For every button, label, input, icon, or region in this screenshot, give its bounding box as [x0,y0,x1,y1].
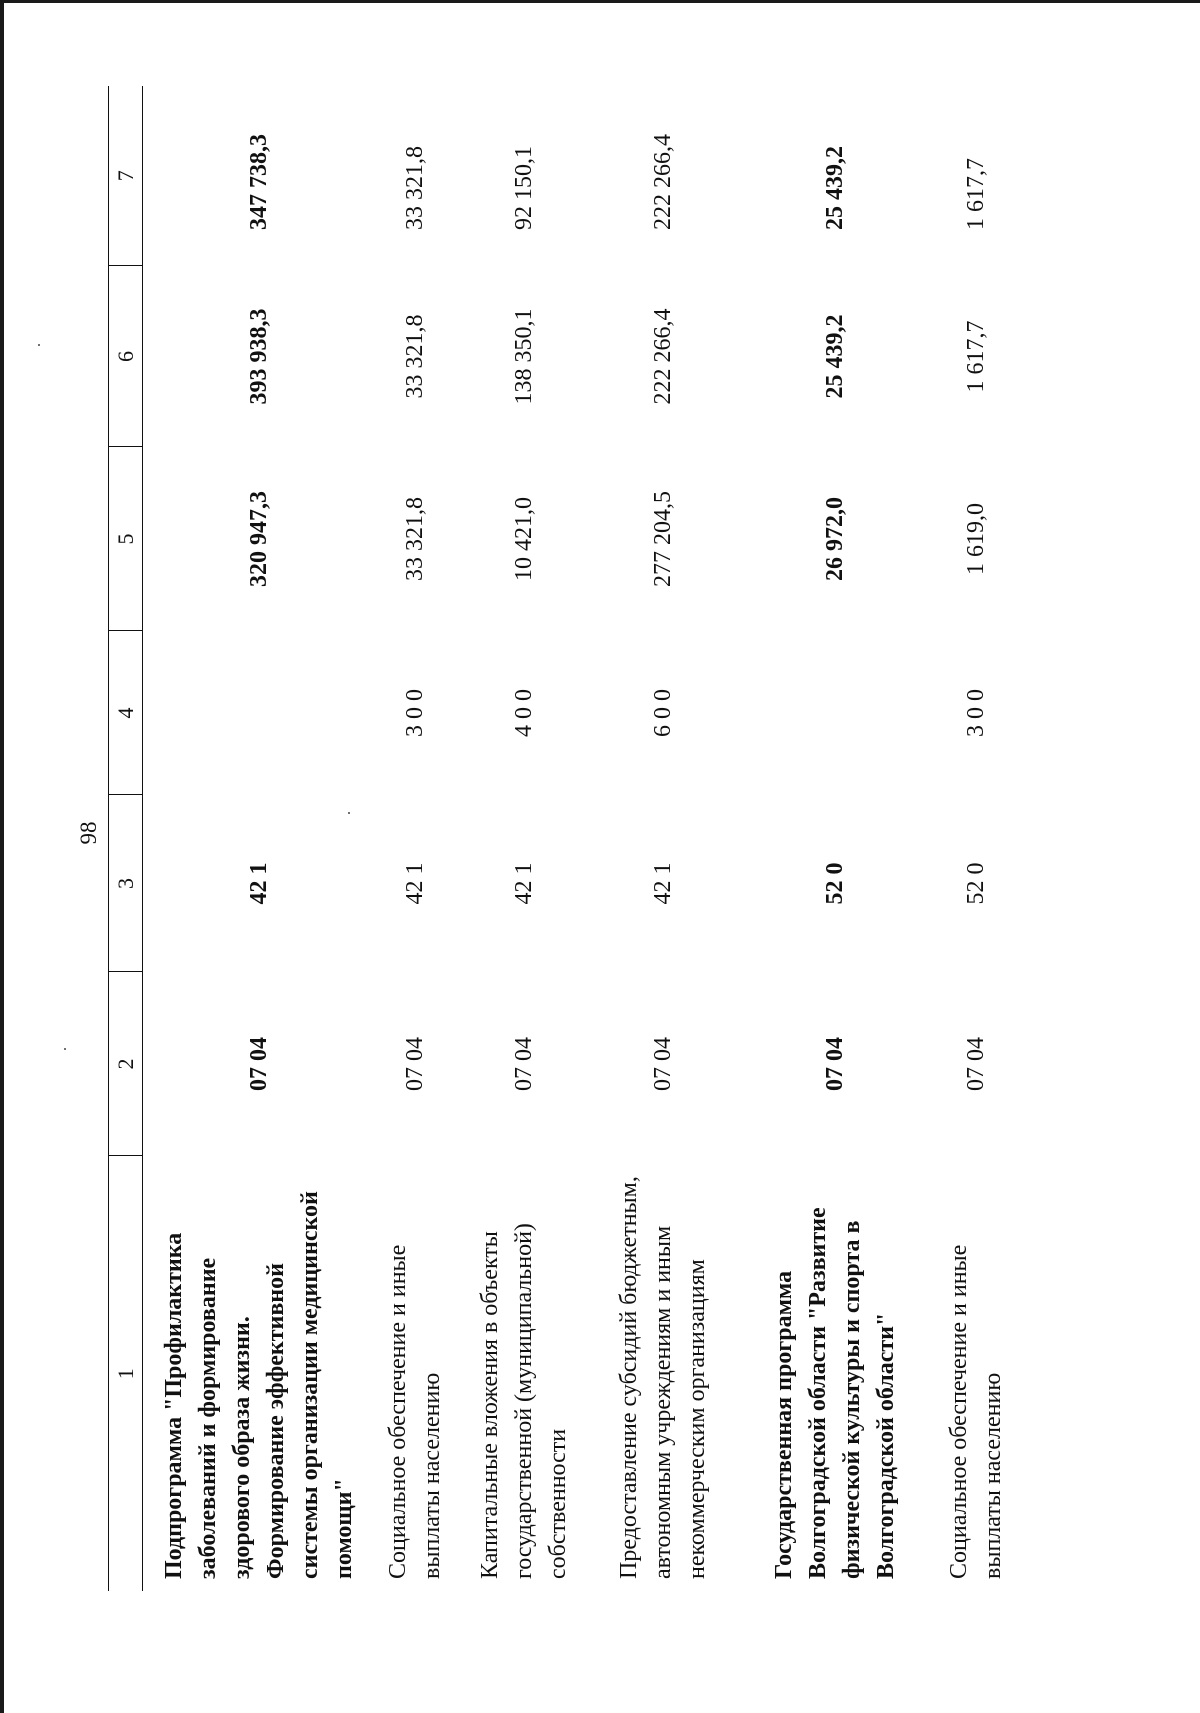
column-header-4: 4 [109,631,143,795]
column-header-5: 5 [109,447,143,631]
row-name: Социальное обеспечение и иные выплаты населению [946,1244,1006,1579]
header-row [109,86,143,1591]
table-row [936,86,1016,1591]
column-header-1: 1 [109,1156,143,1591]
row-name: Подпрограмма "Профилактика заболеваний и формирование здорового образа жизни. Формирование эффективной системы организации медицинской помощи" [161,1191,357,1579]
cell-amount-6: 393 938,3 [246,308,272,405]
cell-amount-6: 138 350,1 [511,308,537,405]
cell-amount-7: 33 321,8 [402,146,428,230]
cell-amount-5: 26 972,0 [821,497,848,581]
row-name: Государственная программа Волгоградской области "Развитие физической культуры и спорта в Волгоградской области" [770,1207,899,1579]
column-header-6: 6 [109,266,143,447]
cell-target-code: 42 1 [402,862,428,905]
cell-amount-5: 33 321,8 [402,497,428,581]
cell-amount-6: 1 617,7 [963,320,989,393]
table-row [593,86,733,1591]
cell-amount-7: 25 439,2 [821,146,848,230]
cell-section-code: 07 04 [246,1037,272,1091]
cell-amount-5: 1 619,0 [963,503,989,575]
cell-expense-type [157,631,361,795]
cell-expense-type: 3 0 0 [963,689,989,737]
cell-amount-5: 10 421,0 [511,497,537,581]
cell-amount-5: 277 204,5 [650,491,676,587]
row-name: Социальное обеспечение и иные выплаты населению [385,1244,445,1579]
table-row [375,86,455,1591]
cell-target-code: 52 0 [963,862,989,905]
cell-amount-6: 222 266,4 [650,308,676,405]
cell-section-code: 07 04 [650,1037,676,1091]
cell-amount-6: 25 439,2 [821,314,848,399]
cell-expense-type: 4 0 0 [511,689,537,737]
cell-section-code: 07 04 [511,1037,537,1091]
cell-expense-type: 6 0 0 [650,689,676,737]
column-header-3: 3 [109,795,143,972]
cell-amount-7: 347 738,3 [246,134,272,230]
cell-target-code: 42 1 [511,862,537,905]
cell-amount-5: 320 947,3 [246,491,272,587]
cell-expense-type: 3 0 0 [402,689,428,737]
cell-target-code: 42 1 [650,862,676,905]
budget-table [108,86,1016,1591]
cell-amount-7: 1 617,7 [963,158,989,230]
cell-expense-type [747,631,922,795]
cell-section-code: 07 04 [963,1037,989,1091]
cell-amount-7: 92 150,1 [511,146,537,230]
row-name: Капитальные вложения в объекты государственной (муниципальной) собственности [477,1223,571,1579]
column-header-7: 7 [109,86,143,266]
cell-target-code: 42 1 [246,862,272,905]
row-name: Предоставление субсидий бюджетным, автономным учреждениям и иным некоммерческим организациям [616,1176,710,1579]
cell-amount-7: 222 266,4 [650,134,676,230]
cell-amount-6: 33 321,8 [402,314,428,399]
column-header-2: 2 [109,972,143,1156]
cell-section-code: 07 04 [821,1037,848,1091]
page-number: 98 [76,821,101,845]
table-row [747,86,922,1591]
cell-section-code: 07 04 [402,1037,428,1091]
table-row [469,86,579,1591]
table-row [157,86,361,1591]
cell-target-code: 52 0 [821,862,848,905]
